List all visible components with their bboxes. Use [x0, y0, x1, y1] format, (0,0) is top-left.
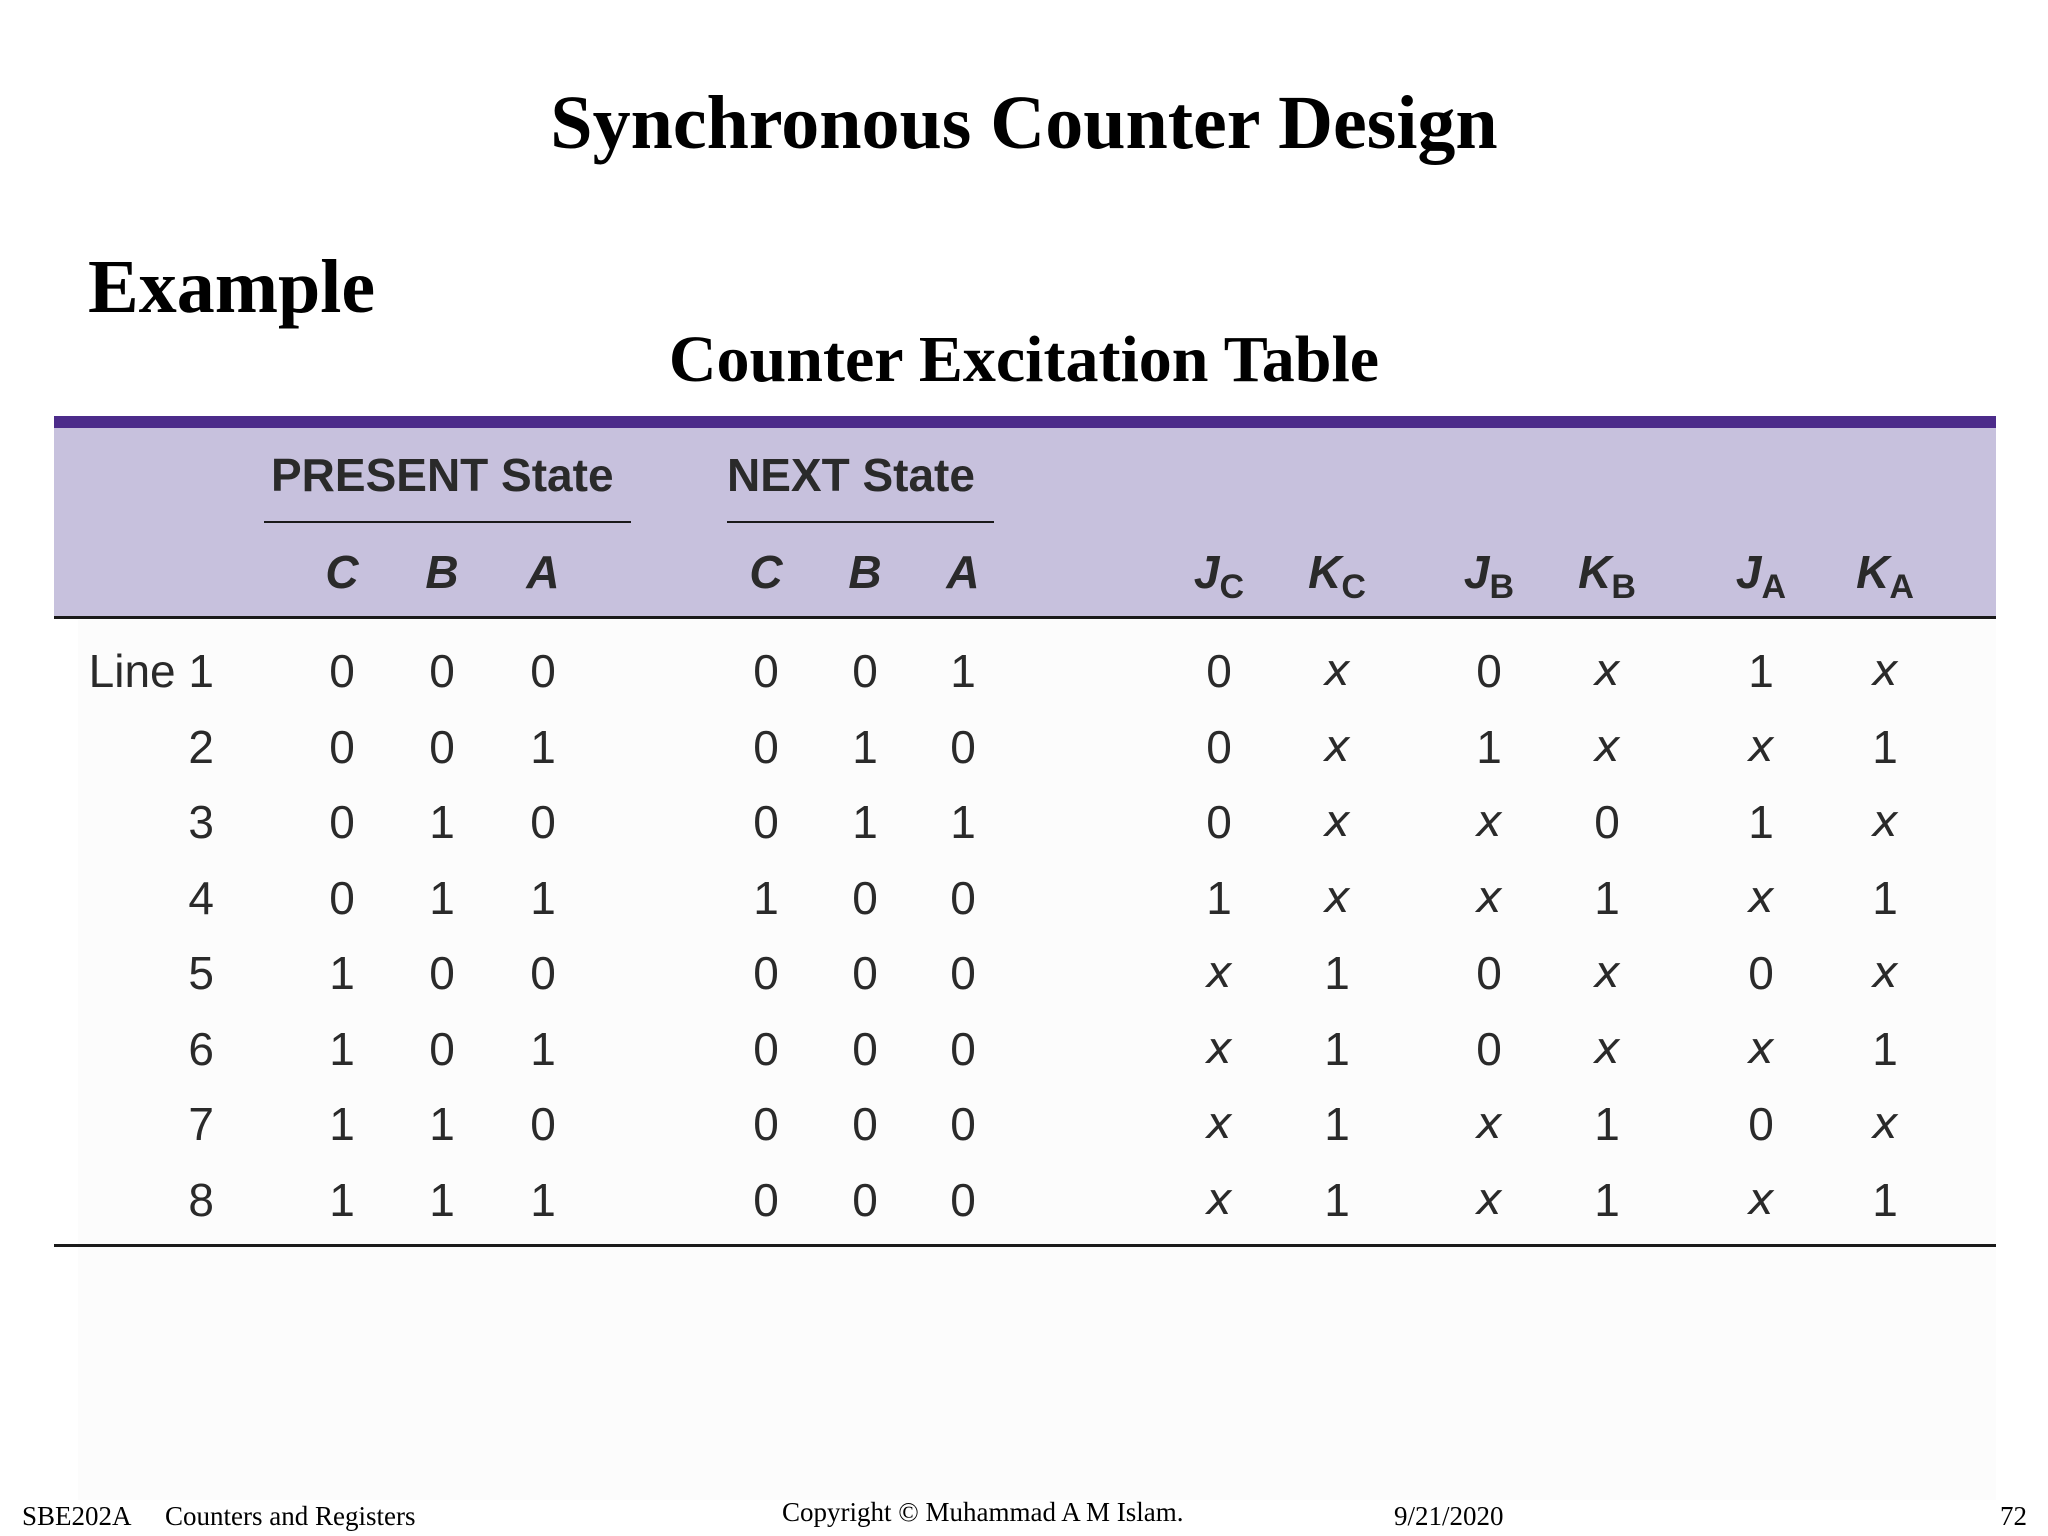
table-cell: x: [1593, 720, 1621, 772]
table-cell: x: [1323, 871, 1351, 923]
example-heading: Example: [88, 245, 376, 329]
table-cell: x: [1871, 796, 1899, 847]
slide-title: Synchronous Counter Design: [550, 81, 1498, 165]
table-cell: 0: [950, 1098, 976, 1150]
table-cell: 0: [1594, 796, 1620, 848]
table-cell: 0: [530, 645, 556, 697]
table-cell: x: [1593, 645, 1621, 696]
table-cell: x: [1205, 1098, 1233, 1149]
row-label: 4: [188, 871, 214, 924]
table-row: [0, 938, 2048, 1008]
table-cell: x: [1205, 947, 1233, 998]
table-cell: 0: [530, 796, 556, 848]
table-cell: 0: [950, 1173, 976, 1226]
column-header-main: J: [1735, 546, 1762, 598]
table-cell: x: [1475, 1098, 1503, 1149]
table-cell: x: [1323, 645, 1351, 696]
column-header-main: B: [425, 546, 459, 598]
table-cell: x: [1475, 1173, 1503, 1225]
table-cell: 0: [530, 947, 556, 999]
table-row: [0, 1089, 2048, 1159]
table-cell: 0: [753, 1098, 779, 1150]
table-cell: x: [1747, 1022, 1775, 1074]
table-cell: x: [1747, 720, 1775, 772]
table-title: Counter Excitation Table: [668, 323, 1380, 396]
table-cell: 0: [1476, 645, 1502, 697]
table-cell: 1: [429, 1098, 455, 1150]
table-cell: 0: [1748, 947, 1774, 999]
table-cell: 1: [1594, 1098, 1620, 1150]
column-header: [1429, 544, 1549, 605]
table-cell: x: [1871, 1098, 1899, 1149]
table-bottom-rule: [54, 1244, 1996, 1247]
column-header-main: A: [526, 546, 560, 598]
table-cell: 0: [852, 871, 878, 924]
table-cell: 0: [429, 720, 455, 773]
table-cell: 1: [1324, 1022, 1350, 1075]
column-header: [1547, 544, 1667, 605]
table-cell: 1: [950, 796, 976, 848]
table-cell: x: [1323, 796, 1351, 847]
table-cell: 0: [329, 871, 355, 924]
table-cell: 0: [1206, 796, 1232, 848]
column-header: [483, 544, 603, 600]
table-cell: x: [1205, 1173, 1233, 1225]
table-cell: 1: [530, 1022, 556, 1075]
table-cell: 0: [950, 720, 976, 773]
column-header-main: K: [1578, 546, 1612, 598]
table-cell: 1: [753, 871, 779, 924]
table-cell: 1: [530, 871, 556, 924]
column-header: [903, 544, 1023, 600]
table-cell: 1: [950, 645, 976, 697]
table-cell: 0: [753, 1173, 779, 1226]
column-header-subscript: A: [1761, 568, 1787, 606]
table-cell: x: [1475, 871, 1503, 923]
row-label: 7: [188, 1098, 214, 1150]
table-cell: 1: [1872, 720, 1898, 773]
table-row: [0, 1165, 2048, 1235]
column-header-main: A: [946, 546, 980, 598]
table-cell: 1: [1324, 1173, 1350, 1226]
table-cell: 0: [950, 947, 976, 999]
column-header-subscript: C: [1341, 568, 1366, 606]
table-cell: 1: [429, 796, 455, 848]
column-header-subscript: C: [1219, 568, 1245, 606]
table-cell: x: [1475, 796, 1503, 847]
table-cell: 1: [429, 1173, 455, 1226]
table-cell: 1: [1872, 871, 1898, 924]
table-cell: x: [1593, 1022, 1621, 1074]
table-cell: 1: [1748, 796, 1774, 848]
table-cell: 1: [1872, 1022, 1898, 1075]
table-cell: x: [1871, 947, 1899, 998]
table-cell: 1: [329, 1098, 355, 1150]
table-cell: 1: [1324, 1098, 1350, 1150]
table-cell: x: [1593, 947, 1621, 998]
table-cell: 0: [429, 947, 455, 999]
column-header-subscript: A: [1889, 568, 1914, 606]
table-row: [0, 1014, 2048, 1084]
table-cell: 1: [1594, 871, 1620, 924]
table-cell: 0: [1476, 1022, 1502, 1075]
table-cell: x: [1747, 871, 1775, 923]
footer-copyright: Copyright © Muhammad A M Islam.: [782, 1497, 1184, 1527]
table-cell: 0: [950, 1022, 976, 1075]
table-cell: 0: [852, 645, 878, 697]
row-label: 2: [188, 720, 214, 773]
table-cell: 0: [1748, 1098, 1774, 1150]
table-cell: 1: [329, 1173, 355, 1226]
column-header: [1277, 544, 1397, 605]
table-cell: 0: [530, 1098, 556, 1150]
table-cell: 1: [1476, 720, 1502, 773]
table-cell: 0: [1206, 645, 1232, 697]
table-row: [0, 712, 2048, 782]
table-cell: 0: [852, 947, 878, 999]
table-cell: 0: [329, 796, 355, 848]
column-header: [1825, 544, 1945, 605]
table-cell: 1: [329, 947, 355, 999]
table-cell: 0: [429, 1022, 455, 1075]
footer-topic: Counters and Registers: [165, 1501, 416, 1531]
table-cell: 1: [1206, 871, 1232, 924]
table-cell: 1: [329, 1022, 355, 1075]
table-cell: 0: [753, 796, 779, 848]
table-cell: 0: [753, 720, 779, 773]
row-label: 5: [188, 947, 214, 999]
table-cell: 0: [1206, 720, 1232, 773]
table-cell: 0: [753, 947, 779, 999]
table-cell: 0: [852, 1098, 878, 1150]
column-header-main: B: [848, 546, 882, 598]
table-cell: 0: [1476, 947, 1502, 999]
group-label-present-state: PRESENT State: [271, 449, 614, 501]
table-cell: 0: [950, 871, 976, 924]
table-cell: 1: [852, 796, 878, 848]
column-header-main: K: [1308, 546, 1342, 598]
column-header: [1159, 544, 1279, 605]
row-label: Line 1: [88, 645, 214, 697]
column-header-subscript: B: [1611, 568, 1636, 606]
table-cell: 1: [1872, 1173, 1898, 1226]
table-cell: 1: [1748, 645, 1774, 697]
footer-course-code: SBE202A: [22, 1501, 132, 1531]
table-cell: 0: [329, 645, 355, 697]
table-row: [0, 863, 2048, 933]
column-header-subscript: B: [1489, 568, 1515, 606]
table-cell: 0: [852, 1173, 878, 1226]
row-label: 3: [188, 796, 214, 848]
table-row: [0, 787, 2048, 857]
table-cell: x: [1747, 1173, 1775, 1225]
footer-page-number: 72: [2000, 1501, 2027, 1531]
column-header: [1701, 544, 1821, 605]
table-cell: 1: [530, 1173, 556, 1226]
column-header-main: J: [1463, 546, 1490, 598]
table-row: [0, 636, 2048, 706]
table-cell: 0: [753, 645, 779, 697]
table-cell: 0: [852, 1022, 878, 1075]
group-underline-present-state: [264, 521, 631, 523]
table-cell: 1: [1324, 947, 1350, 999]
row-label: 8: [188, 1173, 214, 1226]
column-header-main: C: [749, 546, 783, 598]
table-cell: x: [1871, 645, 1899, 696]
table-cell: 0: [753, 1022, 779, 1075]
group-underline-next-state: [727, 521, 994, 523]
table-cell: x: [1205, 1022, 1233, 1074]
column-header-main: K: [1856, 546, 1890, 598]
footer-date: 9/21/2020: [1394, 1501, 1504, 1531]
group-label-next-state: NEXT State: [727, 449, 975, 501]
table-cell: x: [1323, 720, 1351, 772]
row-label: 6: [188, 1022, 214, 1075]
column-header-main: J: [1193, 546, 1220, 598]
table-cell: 1: [530, 720, 556, 773]
table-cell: 1: [852, 720, 878, 773]
table-cell: 0: [329, 720, 355, 773]
column-header-main: C: [325, 546, 359, 598]
table-cell: 0: [429, 645, 455, 697]
table-cell: 1: [429, 871, 455, 924]
table-cell: 1: [1594, 1173, 1620, 1226]
